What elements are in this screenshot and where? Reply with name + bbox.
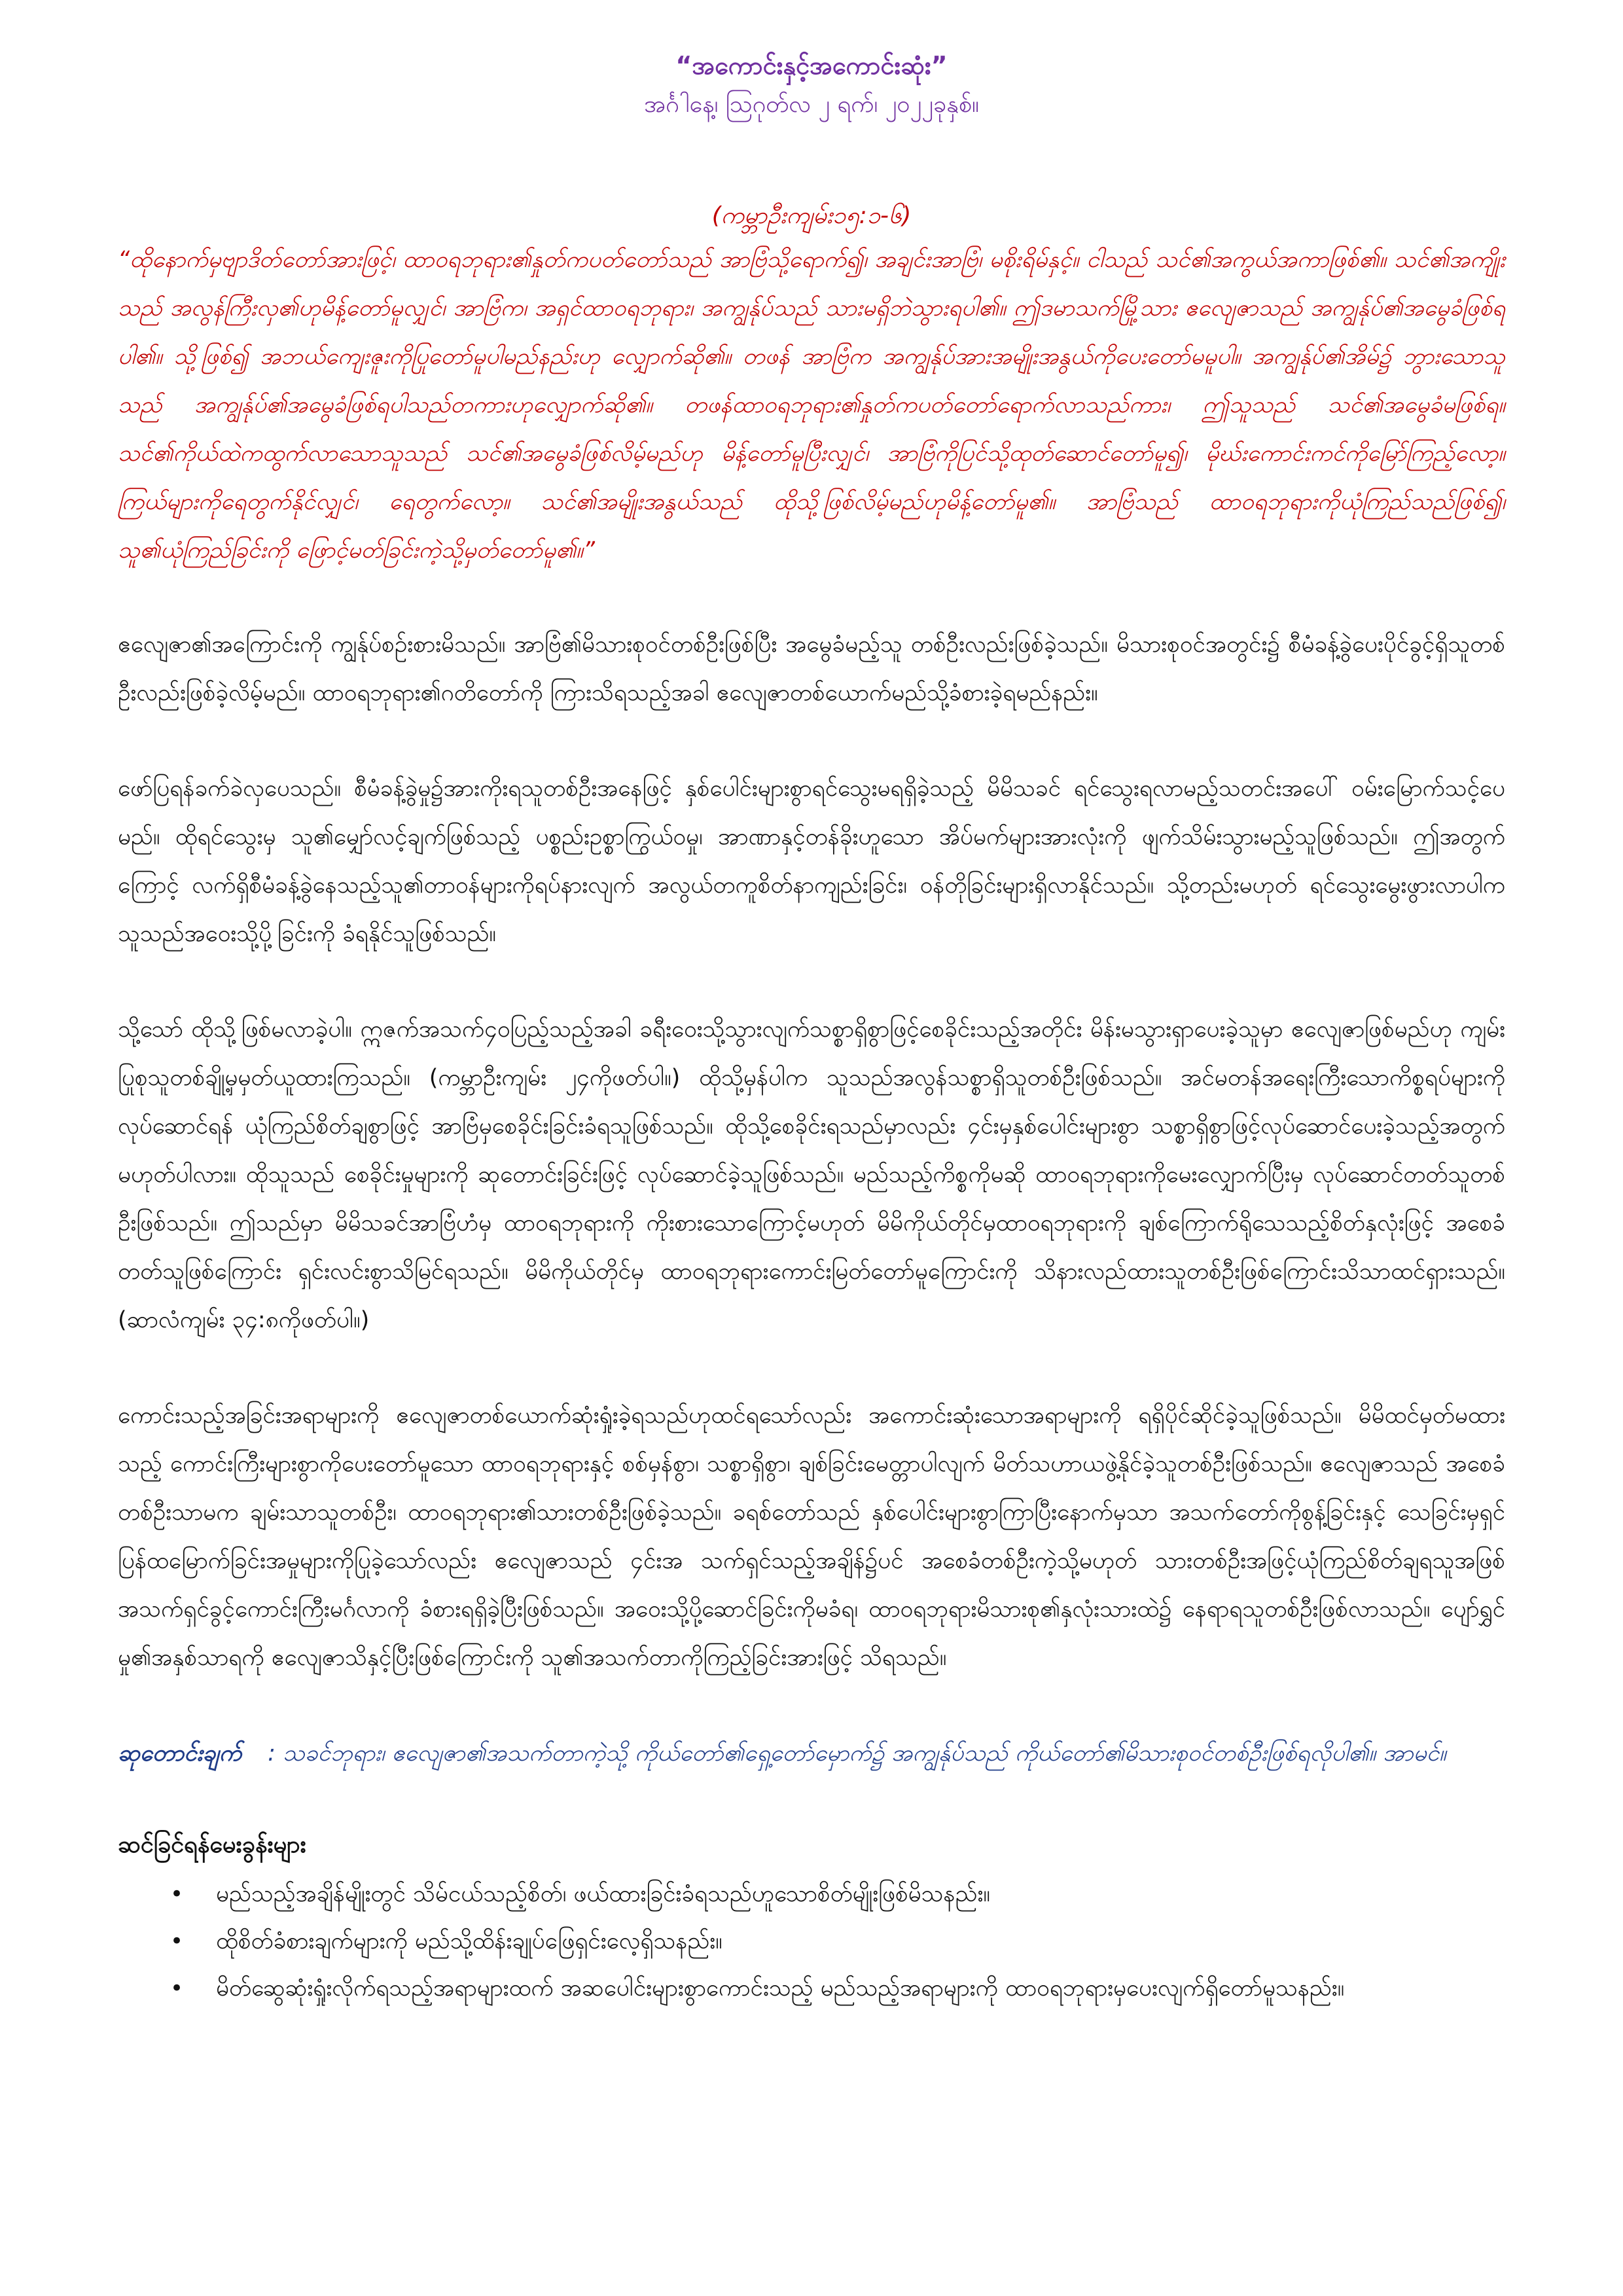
- scripture-reference: (ကမ္ဘာဦးကျမ်း၁၅:၁-၆): [711, 202, 912, 229]
- bullet-icon: •: [170, 1975, 184, 2001]
- question-item: [170, 1871, 1505, 1918]
- bullet-icon: •: [170, 1881, 184, 1907]
- questions-heading: ဆင်ခြင်ရန်မေးခွန်းများ: [118, 1831, 306, 1858]
- question-item: [170, 1918, 1505, 1965]
- body-paragraph-4: ကောင်းသည့်အခြင်းအရာများကို ဧလျေဇာတစ်ယောက်ဆုံးရှုံးခဲ့ရသည်ဟုထင်ရသော်လည်း အကောင်းဆုံးသောအရာများကို ရရှိပိုင်ဆိုင်ခဲ့သူဖြစ်သည်။ မိမိထင်မှတ်မထားသည့် ကောင်းကြီးများစွာကိုပေးတော်မူသော ထာဝရဘုရားနှင့် စစ်မှန်စွာ၊ သစ္စာရှိစွာ၊ ချစ်ခြင်းမေတ္တာပါလျက် မိတ်သဟာယဖွဲ့နိုင်ခဲ့သူတစ်ဦးဖြစ်သည်။ ဧလျေဇာသည် အစေခံတစ်ဦးသာမက ချမ်းသာသူတစ်ဦး၊ ထာဝရဘုရား၏သားတစ်ဦးဖြစ်ခဲ့သည်။ ခရစ်တော်သည် နှစ်ပေါင်းများစွာကြာပြီးနောက်မှသာ အသက်တော်ကိုစွန့်ခြင်းနှင့် သေခြင်းမှရှင်ပြန်ထမြောက်ခြင်းအမှုများကိုပြုခဲ့သော်လည်း ဧလျေဇာသည် ၄င်းအ သက်ရှင်သည့်အချိန်၌ပင် အစေခံတစ်ဦးကဲ့သို့မဟုတ် သားတစ်ဦးအဖြင့်ယုံကြည်စိတ်ချရသူအဖြစ် အသက်ရှင်ခွင့်ကောင်းကြီးမင်္ဂလာကို ခံစားရရှိခဲ့ပြီးဖြစ်သည်။ အဝေးသို့ပို့ဆောင်ခြင်းကိုမခံရ၊ ထာဝရဘုရားမိသားစု၏နှလုံးသားထဲ၌ နေရာရသူတစ်ဦးဖြစ်လာသည်။ ပျော်ရွှင်မှု၏အနှစ်သာရကို ဧလျေဇာသိနှင့်ပြီးဖြစ်ကြောင်းကို သူ၏အသက်တာကိုကြည့်ခြင်းအားဖြင့် သိရသည်။: [118, 1403, 1505, 1671]
- questions-list: [118, 1871, 1505, 2012]
- scripture-text: “ထိုနောက်မှဗျာဒိတ်တော်အားဖြင့်၊ ထာဝရဘုရား၏နှုတ်ကပတ်တော်သည် အာဗြံသို့ရောက်၍၊ အချင်းအာဗြံ၊ မစိုးရိမ်နှင့်။ ငါသည် သင်၏အကွယ်အကာဖြစ်၏။ သင်၏အကျိုးသည် အလွန်ကြီးလှ၏ဟုမိန့်တော်မူလျှင်၊ အာဗြံက၊ အရှင်ထာဝရဘုရား၊ အကျွန်ုပ်သည် သားမရှိဘဲသွားရပါ၏။ ဤဒမာသက်မြို့သား ဧလျေဇာသည် အကျွန်ုပ်၏အမွေခံဖြစ်ရပါ၏။ သို့ဖြစ်၍ အဘယ်ကျေးဇူးကိုပြုတော်မူပါမည်နည်းဟု လျှောက်ဆို၏။ တဖန် အာဗြံက အကျွန်ုပ်အားအမျိုးအနွယ်ကိုပေးတော်မမူပါ။ အကျွန်ုပ်၏အိမ်၌ ဘွားသောသူသည် အကျွန်ုပ်၏အမွေခံဖြစ်ရပါသည်တကားဟုလျှောက်ဆို၏။ တဖန်ထာဝရဘုရား၏နှုတ်ကပတ်တော်ရောက်လာသည်ကား၊ ဤသူသည် သင်၏အမွေခံမဖြစ်ရ။ သင်၏ကိုယ်ထဲကထွက်လာသောသူသည် သင်၏အမွေခံဖြစ်လိမ့်မည်ဟု မိန့်တော်မူပြီးလျှင်၊ အာဗြံကိုပြင်သို့ထုတ်ဆောင်တော်မူ၍၊ မိုဃ်းကောင်းကင်ကိုမြော်ကြည့်လော့။ ကြယ်များကိုရေတွက်နိုင်လျှင်၊ ရေတွက်လော့။ သင်၏အမျိုးအနွယ်သည် ထိုသို့ဖြစ်လိမ့်မည်ဟုမိန့်တော်မူ၏။ အာဗြံသည် ထာဝရဘုရားကိုယုံကြည်သည်ဖြစ်၍၊ သူ၏ယုံကြည်ခြင်းကို ဖြောင့်မတ်ခြင်းကဲ့သို့မှတ်တော်မူ၏။”: [118, 247, 1505, 564]
- document-title: “အကောင်းနှင့်အကောင်းဆုံး”: [675, 51, 948, 80]
- prayer-label: ဆုတောင်းချက်: [118, 1740, 242, 1767]
- bullet-icon: •: [170, 1928, 184, 1954]
- document-date: အင်္ဂါနေ့၊ ဩဂုတ်လ ၂ ရက်၊ ၂၀၂၂ခုနှစ်။: [644, 91, 979, 118]
- question-item: [170, 1965, 1505, 2012]
- reflection-questions: [118, 1823, 1505, 2012]
- prayer-block: [118, 1729, 1505, 1778]
- question-text: ထိုစိတ်ခံစားချက်များကို မည်သို့ထိန်းချုပ်ဖြေရှင်းလေ့ရှိသနည်း။: [216, 1928, 722, 1954]
- body-paragraph-1: ဧလျေဇာ၏အကြောင်းကို ကျွန်ုပ်စဉ်းစားမိသည်။ အာဗြံ၏မိသားစုဝင်တစ်ဦးဖြစ်ပြီး အမွေခံမည့်သူ တစ်ဦးလည်းဖြစ်ခဲ့သည်။ မိသားစုဝင်အတွင်း၌ စီမံခန့်ခွဲပေးပိုင်ခွင့်ရှိသူတစ်ဦးလည်းဖြစ်ခဲ့လိမ့်မည်။ ထာဝရဘုရား၏ဂတိတော်ကို ကြားသိရသည့်အခါ ဧလျေဇာတစ်ယောက်မည်သို့ခံစားခဲ့ရမည်နည်း။: [118, 632, 1505, 706]
- body-paragraph-3: သို့သော် ထိုသို့ဖြစ်မလာခဲ့ပါ။ ဣဇက်အသက်၄၀ပြည့်သည့်အခါ ခရီးဝေးသို့သွားလျက်သစ္စာရှိစွာဖြင့်စေခိုင်းသည့်အတိုင်း မိန်းမသွားရှာပေးခဲ့သူမှာ ဧလျေဇာဖြစ်မည်ဟု ကျမ်းပြုစုသူတစ်ချို့မှမှတ်ယူထားကြသည်။ (ကမ္ဘာဦးကျမ်း ၂၄ကိုဖတ်ပါ။) ထိုသို့မှန်ပါက သူသည်အလွန်သစ္စာရှိသူတစ်ဦးဖြစ်သည်။ အင်မတန်အရေးကြီးသောကိစ္စရပ်များကို လုပ်ဆောင်ရန် ယုံကြည်စိတ်ချစွာဖြင့် အာဗြံမှစေခိုင်းခြင်းခံရသူဖြစ်သည်။ ထိုသို့စေခိုင်းရသည်မှာလည်း ၄င်းမှနှစ်ပေါင်းများစွာ သစ္စာရှိစွာဖြင့်လုပ်ဆောင်ပေးခဲ့သည့်အတွက်မဟုတ်ပါလား။ ထိုသူသည် စေခိုင်းမှုများကို ဆုတောင်းခြင်းဖြင့် လုပ်ဆောင်ခဲ့သူဖြစ်သည်။ မည်သည့်ကိစ္စကိုမဆို ထာဝရဘုရားကိုမေးလျှောက်ပြီးမှ လုပ်ဆောင်တတ်သူတစ်ဦးဖြစ်သည်။ ဤသည်မှာ မိမိသခင်အာဗြံဟံမှ ထာဝရဘုရားကို ကိုးစားသောကြောင့်မဟုတ် မိမိကိုယ်တိုင်မှထာဝရဘုရားကို ချစ်ကြောက်ရိုသေသည့်စိတ်နှလုံးဖြင့် အစေခံတတ်သူဖြစ်ကြောင်း ရှင်းလင်းစွာသိမြင်ရသည်။ မိမိကိုယ်တိုင်မှ ထာဝရဘုရားကောင်းမြတ်တော်မူကြောင်းကို သိနားလည်ထားသူတစ်ဦးဖြစ်ကြောင်းသိသာထင်ရှားသည်။ (ဆာလံကျမ်း ၃၄:၈ကိုဖတ်ပါ။): [118, 1016, 1505, 1333]
- question-text: မည်သည့်အချိန်မျိုးတွင် သိမ်ငယ်သည့်စိတ်၊ ဖယ်ထားခြင်းခံရသည်ဟူသောစိတ်မျိုးဖြစ်မိသနည်း။: [216, 1881, 990, 1907]
- question-text: မိတ်ဆွေဆုံးရှုံးလိုက်ရသည့်အရာများထက် အဆပေါင်းများစွာကောင်းသည့် မည်သည့်အရာများကို ထာဝရဘုရားမှပေးလျက်ရှိတော်မူသနည်း။: [216, 1975, 1345, 2001]
- prayer-text: : သခင်ဘုရား၊ ဧလျေဇာ၏အသက်တာကဲ့သို့ ကိုယ်တော်၏ရှေ့တော်မှောက်၌ အကျွန်ုပ်သည် ကိုယ်တော်၏မိသားစုဝင်တစ်ဦးဖြစ်ရလိုပါ၏။ အာမင်။: [268, 1740, 1446, 1767]
- body-paragraph-2: ဖော်ပြရန်ခက်ခဲလှပေသည်။ စီမံခန့်ခွဲမှု၌အားကိုးရသူတစ်ဦးအနေဖြင့် နှစ်ပေါင်းများစွာရင်သွေးမရရှိခဲ့သည့် မိမိသခင် ရင်သွေးရလာမည့်သတင်းအပေါ် ဝမ်းမြောက်သင့်ပေမည်။ ထိုရင်သွေးမှ သူ၏မျှော်လင့်ချက်ဖြစ်သည့် ပစ္စည်းဥစ္စာကြွယ်ဝမှု၊ အာဏာနှင့်တန်ခိုးဟူသော အိပ်မက်များအားလုံးကို ဖျက်သိမ်းသွားမည့်သူဖြစ်သည်။ ဤအတွက်ကြောင့် လက်ရှိစီမံခန့်ခွဲနေသည့်သူ၏တာဝန်များကိုရပ်နားလျက် အလွယ်တကူစိတ်နာကျည်းခြင်း၊ ဝန်တိုခြင်းများရှိလာနိုင်သည်။ သို့တည်းမဟုတ် ရင်သွေးမွေးဖွားလာပါက သူသည်အဝေးသို့ပို့ခြင်းကို ခံရနိုင်သူဖြစ်သည်။: [118, 776, 1505, 947]
